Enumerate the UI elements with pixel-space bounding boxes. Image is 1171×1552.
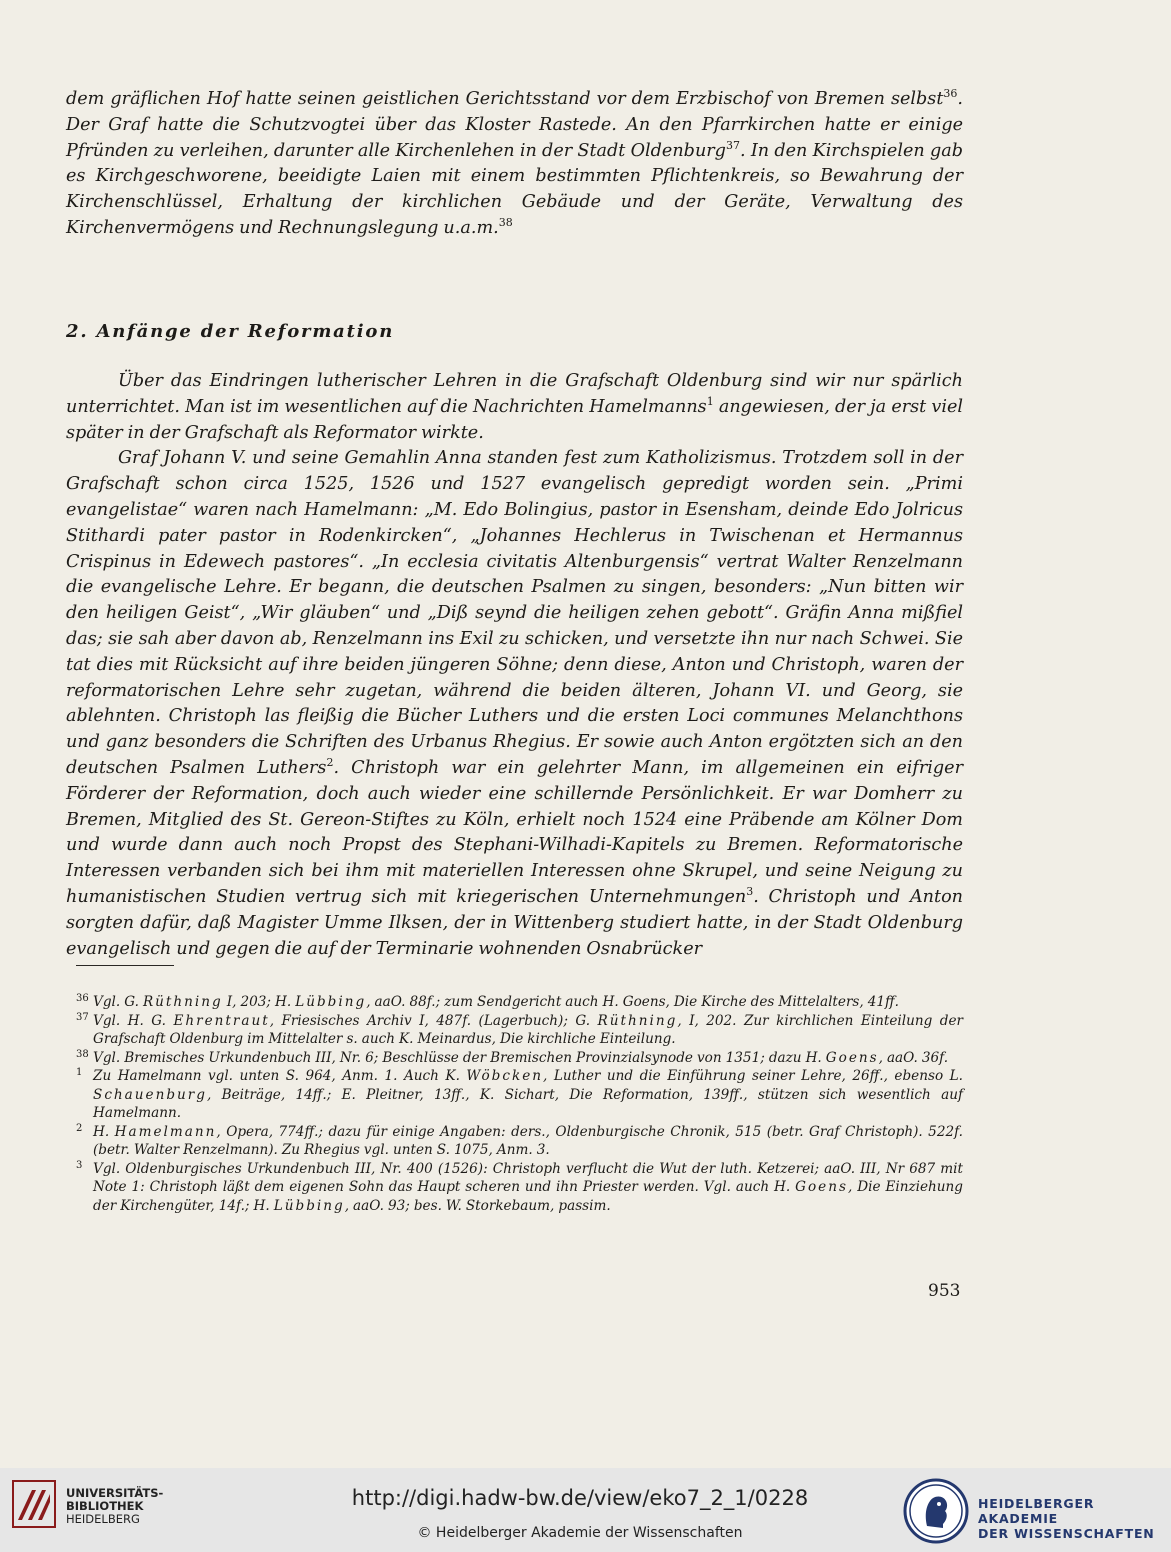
text-run: Vgl. Bremisches Urkundenbuch III, Nr. 6; Beschlüsse der Bremischen Provinzialsynode von 1351; dazu H.	[93, 1049, 826, 1066]
text-run: Über das Eindringen lutherischer Lehren in die Grafschaft Oldenburg sind wir nur spärlich unterrichtet. Man ist im wesentlichen auf die Nachrichten Hamelmanns	[66, 371, 963, 417]
footnote-number: 38	[76, 1048, 89, 1060]
text-run: H.	[93, 1123, 115, 1140]
author-name: Lübbing	[295, 994, 367, 1010]
text-run: Zu Hamelmann vgl. unten S. 964, Anm. 1. Auch K.	[93, 1068, 467, 1084]
author-name: Rüthning	[597, 1012, 678, 1029]
paragraph-1	[66, 369, 963, 446]
footnote-number: 37	[76, 1011, 89, 1023]
author-name: Goens	[795, 1179, 848, 1195]
footnote	[76, 1160, 963, 1216]
footnote-ref: 36	[943, 87, 958, 101]
paragraph-2	[66, 446, 963, 962]
text-run: angewiesen, der ja erst viel später in der Grafschaft als Reformator wirkte.	[66, 396, 963, 443]
author-name: Ehrentraut	[173, 1012, 270, 1029]
author-name: Goens	[825, 1049, 879, 1066]
library-name-line: HEIDELBERG	[66, 1512, 140, 1526]
text-run: . Christoph und Anton sorgten dafür, daß Magister Umme Ilksen, der in Wittenberg studiert hatte, in der Stadt Oldenburg evangelisch und gegen die auf der Terminarie wohnenden Osnabrücker	[66, 886, 964, 959]
text-run: , Friesisches Archiv I, 487f. (Lagerbuch); G.	[269, 1012, 598, 1029]
footnote-number: 3	[76, 1159, 83, 1171]
text-run: , Beiträge, 14ff.; E. Pleitner, 13ff., K. Sichart, Die Reformation, 139ff., stützen sich wesentlich auf Hamelmann.	[93, 1086, 963, 1121]
text-run: Vgl. G.	[93, 994, 143, 1010]
author-name: Schauenburg	[93, 1086, 207, 1103]
copyright-notice: © Heidelberger Akademie der Wissenschaften	[417, 1525, 743, 1541]
body-text-main	[66, 369, 963, 962]
academy-name	[978, 1496, 1171, 1541]
author-name: Wöbcken	[466, 1068, 544, 1084]
footnote-ref: 3	[746, 885, 754, 899]
author-name: Rüthning	[142, 994, 223, 1010]
footnotes	[76, 993, 963, 1215]
text-run: , Opera, 774ff.; dazu für einige Angaben: ders., Oldenburgische Chronik, 515 (betr. Graf Christoph). 522f. (betr. Walter Renzelmann). Zu Rhegius vgl. unten S. 1075, Anm. 3.	[93, 1123, 963, 1158]
author-name: Hamelmann	[114, 1123, 217, 1140]
footnote-number: 36	[76, 993, 89, 1004]
text-run: I, 203; H.	[222, 994, 296, 1010]
footnote	[76, 993, 963, 1012]
text-run: , Luther und die Einführung seiner Lehre, 26ff., ebenso L.	[543, 1068, 963, 1084]
author-name: Lübbing	[273, 1197, 345, 1214]
text-run: . Christoph war ein gelehrter Mann, im allgemeinen ein eifriger Förderer der Reformation, doch auch wieder eine schillernde Persönlichkeit. Er war Domherr zu Bremen, Mitglied des St. Gereon-Stiftes zu Köln, erhielt noch 1524 eine Präbende am Kölner Dom und wurde dann auch noch Propst des Stephani-Wilhadi-Kapitels zu Bremen. Reformatorische Interessen verbanden sich bei ihm mit materiellen Interessen ohne Skrupel, und seine Neigung zu humanistischen Studien vertrug sich mit kriegerischen Unternehmungen	[66, 757, 963, 907]
footnote-ref: 1	[706, 394, 714, 408]
footnote-number: 2	[76, 1122, 83, 1134]
academy-seal-icon	[903, 1478, 969, 1544]
text-run: , aaO. 88f.; zum Sendgericht auch H. Goens, Die Kirche des Mittelalters, 41ff.	[366, 994, 900, 1010]
footnote-ref: 38	[498, 216, 513, 230]
paragraph-intro	[66, 87, 963, 242]
footnote	[76, 1012, 963, 1049]
text-run: dem gräflichen Hof hatte seinen geistlichen Gerichtsstand vor dem Erzbischof von Bremen selbst	[66, 89, 944, 109]
permalink-url[interactable]: http://digi.hadw-bw.de/view/eko7_2_1/0228	[351, 1486, 809, 1510]
footnote-ref: 2	[326, 756, 334, 770]
text-run: , Die Einziehung der Kirchengüter, 14f.; H.	[93, 1179, 963, 1214]
footnote-divider	[76, 965, 174, 966]
academy-name-line: DER WISSENSCHAFTEN	[978, 1526, 1155, 1541]
text-run: . Der Graf hatte die Schutzvogtei über das Kloster Rastede. An den Pfarrkirchen hatte er einige Pfründen zu verleihen, darunter alle Kirchenlehen in der Stadt Oldenburg	[66, 89, 963, 161]
footnote	[76, 1049, 963, 1068]
text-run: , I, 202. Zur kirchlichen Einteilung der Grafschaft Oldenburg im Mittelalter s. auch K. Meinardus, Die kirchliche Einteilung.	[93, 1012, 964, 1047]
text-run: Vgl. Oldenburgisches Urkundenbuch III, Nr. 400 (1526): Christoph verflucht die Wut der luth. Ketzerei; aaO. III, Nr 687 mit Note 1: Christoph läßt dem eigenen Sohn das Haupt scheren und ihn Priester werden. Vgl. auch H.	[93, 1160, 963, 1195]
footnote	[76, 1123, 963, 1160]
text-run: Graf Johann V. und seine Gemahlin Anna standen fest zum Katholizismus. Trotzdem soll in der Grafschaft schon circa 1525, 1526 und 1527 evangelisch gepredigt worden sein. „Primi evangelistae“ waren nach Hamelmann: „M. Edo Bolingius, pastor in Esensham, deinde Edo Jolricus Stithardi pater pastor in Rodenkircken“, „Johannes Hechlerus in Twischenan et Hermannus Crispinus in Edewech pastores“. „In ecclesia civitatis Altenburgensis“ vertrat Walter Renzelmann die evangelische Lehre. Er begann, die deutschen Psalmen zu singen, besonders: „Nun bitten wir den heiligen Geist“, „Wir gläuben“ und „Diß seynd die heiligen zehen gebott“. Gräfin Anna mißfiel das; sie sah aber davon ab, Renzelmann ins Exil zu schicken, und versetzte ihn nur nach Schwei. Sie tat dies mit Rücksicht auf ihre beiden jüngeren Söhne; denn diese, Anton und Christoph, waren der reformatorischen Lehre sehr zugetan, während die beiden älteren, Johann VI. und Georg, sie ablehnten. Christoph las fleißig die Bücher Luthers und die ersten Loci communes Melanchthons und ganz besonders die Schriften des Urbanus Rhegius. Er sowie auch Anton ergötzten sich an den deutschen Psalmen Luthers	[66, 448, 963, 778]
university-library-logo-icon	[12, 1480, 56, 1528]
library-name-line: BIBLIOTHEK	[66, 1499, 144, 1513]
text-run: , aaO. 36f.	[878, 1049, 949, 1066]
page-number: 953	[928, 1281, 961, 1301]
library-name-line: UNIVERSITÄTS-	[66, 1486, 164, 1500]
body-text-top	[66, 87, 963, 242]
footnote-number: 1	[76, 1067, 83, 1078]
academy-name-line: HEIDELBERGER AKADEMIE	[978, 1496, 1095, 1526]
footnote-ref: 37	[725, 138, 740, 152]
text-run: Vgl. H. G.	[93, 1012, 174, 1029]
section-heading: 2. Anfänge der Reformation	[66, 321, 395, 342]
footnote	[76, 1067, 963, 1123]
university-library-name	[66, 1487, 163, 1526]
text-run: , aaO. 93; bes. W. Storkebaum, passim.	[344, 1197, 611, 1214]
text-run: . In den Kirchspielen gab es Kirchgeschworene, beeidigte Laien mit einem bestimmten Pflichtenkreis, so Bewahrung der Kirchenschlüssel, Erhaltung der kirchlichen Gebäude und der Geräte, Verwaltung des Kirchenvermögens und Rechnungslegung u.a.m.	[66, 140, 963, 238]
